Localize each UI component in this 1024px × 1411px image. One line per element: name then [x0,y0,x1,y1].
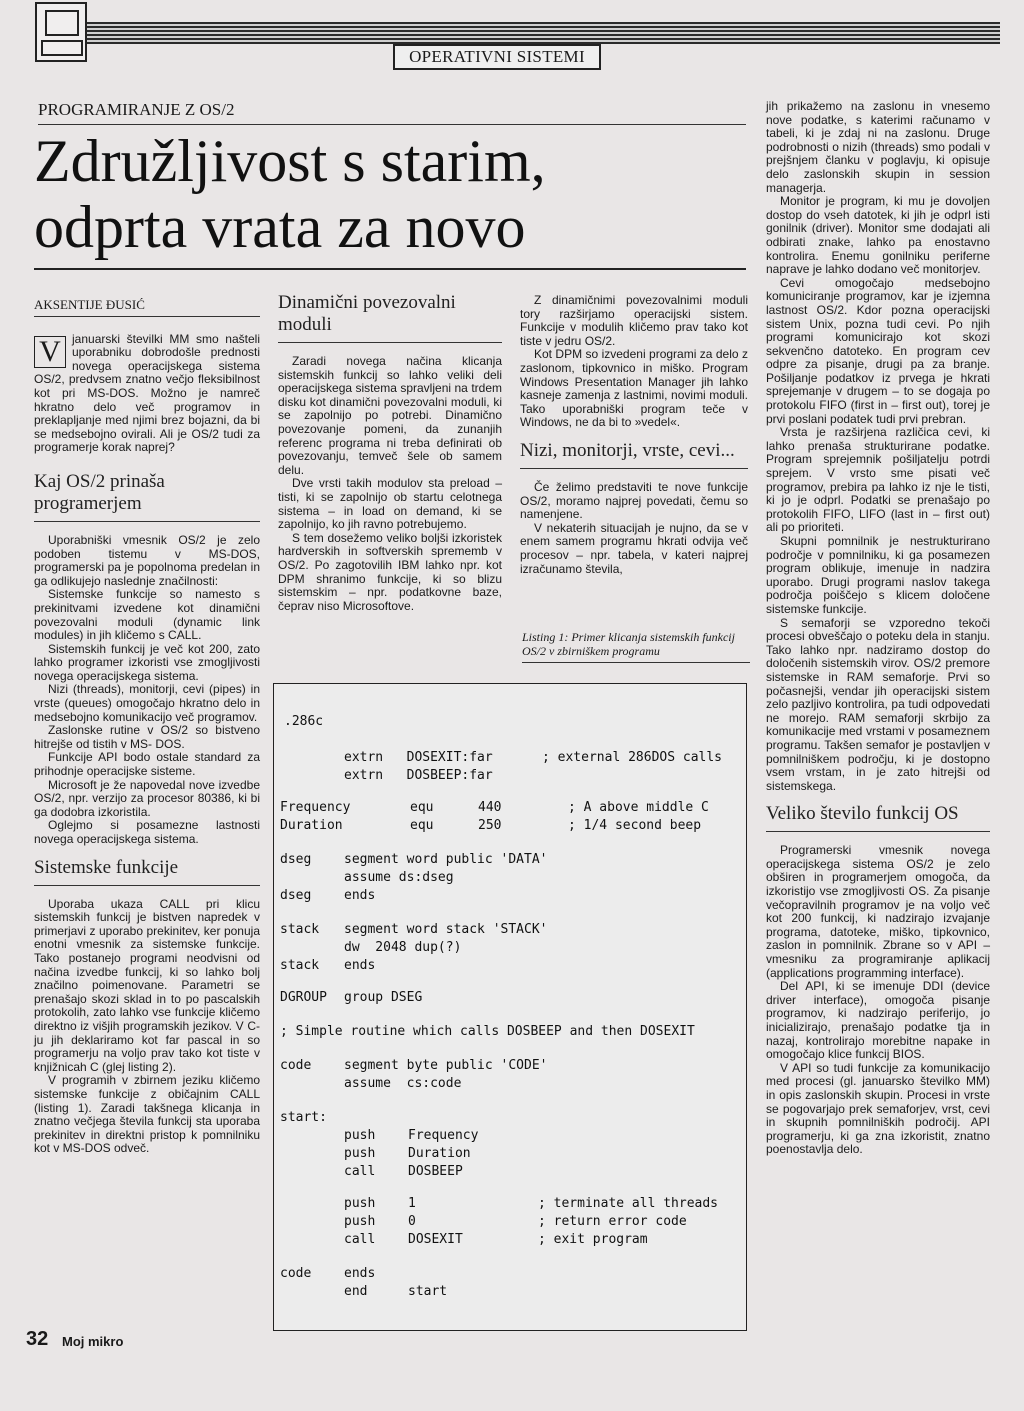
paragraph: Cevi omogočajo medsebojno komuniciranje programov, kar je izjemna lastnost OS/2. Kdor pozna operacijski sistem Unix, pozna tudi cevi. Po njih programi komunicirajo kot skozi sekvenčno datoteko. En program cev odpre za pisanje, drugi pa za branje. Pošiljanje podatkov iz prvega je hkrati sprejemanje v drugem – to se dogaja po protokolu FIFO (first in – first out), torej je prvi poslani podatek tudi prvi prebran. [766,275,990,426]
code-line: extrn DOSBEEP:far [344,768,493,783]
code-line: DOSEXIT [408,1232,463,1247]
paragraph: Zaslonske rutine v OS/2 so bistveno hitrejše od tistih v MS- DOS. [34,723,260,751]
paragraph: Microsoft je že napovedal nove izvedbe OS/2, npr. verzijo za procesor 80386, ki bi ga dodobra izkoristila. [34,777,260,819]
code-comment: ; terminate all threads [538,1196,719,1211]
computer-logo-icon [35,2,87,62]
paragraph: S semaforji se vzporedno tekoči procesi obveščajo o poteku dela in stanju. Tako lahko npr. nadziramo dostop do določenih sistemskih virov. OS/2 premore sistemske in RAM semaforje. Prvi so počasnejši, vendar jih operacijski sistem zelo pazljivo kontrolira, pa tudi odpovedati ne morejo. RAM semaforji skrbijo za komunikacije med vrstami v posameznem programu. Takšen semafor je postavljen v pomnilniškem področju, ki je dostopno vsem vrstam, in je zato hitrejši od sistemskega. [766,615,990,793]
code-line: 250 [478,818,502,833]
subhead-system-functions: Sistemske funkcije [34,857,260,886]
code-line: Duration [408,1146,471,1161]
code-comment: ; exit program [538,1232,648,1247]
code-line: push [344,1196,376,1211]
paragraph: Dve vrsti takih modulov sta preload – tisti, ki se zapolnijo ob startu celotnega sistema – in load on demand, ki se zapolnijo, ko jih ravno potrebujemo. [278,476,502,532]
code-comment: ; A above middle C [568,800,709,815]
code-line: stack [280,958,320,973]
headline [34,128,754,260]
code-comment: ; external 286DOS calls [542,750,723,765]
code-line: call [344,1164,376,1179]
code-line: dseg [280,888,312,903]
code-line: Frequency [280,800,351,815]
headline-rule [34,268,746,270]
listing-caption: Listing 1: Primer klicanja sistemskih funkcij OS/2 v zbirniškem programu [522,630,750,663]
code-line: push [344,1214,376,1229]
subhead-dynamic-modules: Dinamični povezovalni moduli [278,292,502,343]
paragraph: Sistemskih funkcij je več kot 200, zato lahko programer izkoristi vse zmogljivosti novega operacijskega sistema. [34,641,260,683]
code-line: equ [410,800,434,815]
kicker: PROGRAMIRANJE Z OS/2 [38,100,235,119]
page-number: 32 [26,1328,49,1350]
code-line: dw 2048 dup(?) [344,940,462,955]
code-line: call [344,1232,376,1247]
code-line: ends [344,958,376,973]
headline-line-1: Združljivost s starim, [34,128,546,194]
paragraph: V programih v zbirnem jeziku kličemo sistemske funkcije z običajnim CALL (listing 1). Zaradi takšnega klicanja in znatno večjega števila funkcij sta uporaba prekinitev in direktni pristop k pomnilniku kot v MS-DOS odveč. [34,1073,260,1156]
code-line: equ [410,818,434,833]
subhead-threads: Nizi, monitorji, vrste, cevi... [520,440,748,469]
subhead-os-functions: Veliko število funkcij OS [766,803,990,832]
section-tag: OPERATIVNI SISTEMI [393,44,601,70]
code-comment: ; Simple routine which calls DOSBEEP and then DOSEXIT [280,1024,695,1039]
code-line: ends [344,888,376,903]
subhead-programmers: Kaj OS/2 prinaša programerjem [34,471,260,522]
code-listing [273,683,747,1331]
header-stripe [35,22,1000,44]
code-line: code [280,1058,312,1073]
column-3 [520,294,748,576]
code-line: assume cs:code [344,1076,462,1091]
paragraph: Nizi (threads), monitorji, cevi (pipes) in vrste (queues) omogočajo hkratno delo in medsebojno komunikacijo več programov. [34,682,260,724]
code-line: end [344,1284,368,1299]
code-line: DOSBEEP [408,1164,463,1179]
code-line: 0 [408,1214,416,1229]
paragraph: Uporaba ukaza CALL pri klicu sistemskih funkcij je bistven napredek v primerjavi z uporabo prekinitev, ker ponuja enotni vmesnik za sistemske funkcije. Tako postanejo programi neodvisni od načina izvedbe funkcij, ki so lahko bolj značilno poimenovane. Parametri se prenašajo skozi sklad in to po pascalskih protokolih, zato lahko vse funkcije kličemo direktno iz višjih programskih jezikov. V C-ju jih deklariramo kot far pascal in so programerju na voljo prav tako kot tiste v knjižnicah C (glej listing 2). [34,896,260,1074]
code-line: 440 [478,800,502,815]
column-4 [766,100,990,1157]
paragraph: Kot DPM so izvedeni programi za delo z zaslonom, tipkovnico in miško. Program Windows Presentation Manager jih lahko kasneje zamenja z lastnimi, novimi moduli. Tako uporabniški program teče v Windows, ne da bi to »vedel«. [520,347,748,430]
paragraph: V nekaterih situacijah je nujno, da se v enem samem programu hkrati odvija več procesov – npr. tabela, v kateri najprej izračunamo števila, [520,520,748,576]
code-line: ends [344,1266,376,1281]
drop-cap: V [34,336,66,368]
code-line: segment byte public 'CODE' [344,1058,548,1073]
column-1 [34,298,260,1156]
paragraph: Zaradi novega načina klicanja sistemskih funkcij so lahko veliki deli operacijskega sistema spravljeni na trdem disku kot dinamični povezovalni moduli, ki se zapolnijo po potrebi. Dinamično povezovanje pomeni, da zunanjih referenc programa ni treba definirati ob povezovanju, temveč šele ob samem delu. [278,354,502,477]
headline-line-2: odprta vrata za novo [34,194,526,260]
paragraph: Uporabniški vmesnik OS/2 je zelo podoben tistemu v MS-DOS, programerski pa je popolnoma predelan in ga odlikujejo naslednje značilnosti: [34,532,260,588]
code-line: code [280,1266,312,1281]
code-line: Duration [280,818,343,833]
code-line: dseg [280,852,312,867]
intro-paragraph [34,333,260,455]
kicker-rule [38,124,746,125]
paragraph: Vrsta je razširjena različica cevi, ki lahko prenaša strukturirane podatke. Program sprejemnik pošiljatelju potrdi sprejem. V vrsto sme pisati več programov, prebira pa lahko iz nje le tisti, ki jo je odprl. Podatki se prenašajo po protokolih FIFO, LIFO (last in – first out) ali po prioriteti. [766,425,990,535]
code-label: start: [280,1110,327,1125]
code-line: segment word public 'DATA' [344,852,548,867]
code-line: start [408,1284,448,1299]
paragraph: Skupni pomnilnik je nestrukturirano področje v pomnilniku, ki ga posamezen program oblikuje, imenuje in nadzira uporabo. Drugi programi naslov takega področja poiščejo s klicem določene sistemske funkcije. [766,534,990,616]
paragraph: Z dinamičnimi povezovalnimi moduli tory razširjamo operacijski sistem. Funkcije v modulih kličemo prav tako kot tiste v jedru OS/2. [520,293,748,348]
paragraph: Funkcije API bodo ostale standard za prihodnje operacijske sisteme. [34,750,260,779]
paragraph: Monitor je program, ki mu je dovoljen dostop do vseh datotek, ki jih je odprl isti gonilnik (driver). Monitor sme dodajati ali odbirati znake, lahko pa enostavno kontrolira. Enemu gonilniku periferne naprave je lahko dodano več monitorjev. [766,194,990,277]
paragraph: Sistemske funkcije so namesto s prekinitvami izvedene kot dinamični povezovalni moduli (dynamic link modules) in jih kličemo s CALL. [34,587,260,643]
code-line: push [344,1146,376,1161]
paragraph: V API so tudi funkcije za komunikacijo med procesi (gl. januarsko številko MM) in opis zaslonskih skupin. Procesi in vrste se pogovarjajo prek semaforjev, vrst, cevi in skupnih pomnilniških področij. API programerju, ki ga zna izkoristit, znatno poenostavlja delo. [766,1060,990,1157]
intro-text: januarski številki MM smo našteli uporabniku dobrodošle prednosti novega operacijskega sistema OS/2, predvsem znatno večjo fleksibilnost kot pri MS-DOS. Možno je namreč hkratno delo več programov in preklapljanje med njimi brez bojazni, da bi se medsebojno ovirali. Ali je OS/2 tudi za programerje korak naprej? [34,331,260,455]
column-2 [278,292,502,613]
author-byline: AKSENTIJE ĐUSIĆ [34,298,260,317]
paragraph: Del API, ki se imenuje DDI (device driver interface), omogoča pisanje programov, ki nadzirajo periferijo, jo inicializirajo, prenašajo podatke tja in nazaj, kontrolirajo morebitne napake in omogočajo klice funkcij BIOS. [766,979,990,1062]
magazine-name: Moj mikro [62,1334,124,1349]
code-comment: ; 1/4 second beep [568,818,702,833]
paragraph: Programerski vmesnik novega operacijskega sistema OS/2 je zelo obširen in programerjem omogoča, da izkoristijo vse zmogljivosti OS. Za pisanje večopravilnih programov je na voljo več kot 200 funkcij, ki nadzirajo izvajanje programa, datoteke, miško, tipkovnico, zaslon in pomnilnik. Zbrane so v API – vmesniku za programiranje aplikacij (applications programming interface). [766,843,990,980]
code-line: Frequency [408,1128,479,1143]
code-line: 1 [408,1196,416,1211]
code-line: group DSEG [344,990,423,1005]
code-line: DGROUP [280,990,327,1005]
paragraph: jih prikažemo na zaslonu in vnesemo nove podatke, s katerimi računamo v tabeli, ki je zdaj ni na zaslonu. Druge podrobnosti o nizih (threads) smo podali v prejšnjem članku v poglavju, ki opisuje delo zaslonskih skupin in session managerja. [766,99,990,195]
code-line: extrn DOSEXIT:far [344,750,493,765]
paragraph: Če želimo predstaviti te nove funkcije OS/2, moramo najprej povedati, čemu so namenjene. [520,479,748,522]
code-line: assume ds:dseg [344,870,454,885]
paragraph: S tem dosežemo veliko boljši izkoristek hardverskih in softverskih sprememb v OS/2. Po zagotovilih IBM lahko npr. kot DPM shranimo funkcije, ki so blizu sistemskim – npr. podatkovne baze, čeprav niso Microsoftove. [278,530,502,613]
code-line: .286c [284,714,324,729]
paragraph: Oglejmo si posamezne lastnosti novega operacijskega sistema. [34,818,260,846]
code-comment: ; return error code [538,1214,687,1229]
code-line: push [344,1128,376,1143]
code-line: stack [280,922,320,937]
code-line: segment word stack 'STACK' [344,922,548,937]
